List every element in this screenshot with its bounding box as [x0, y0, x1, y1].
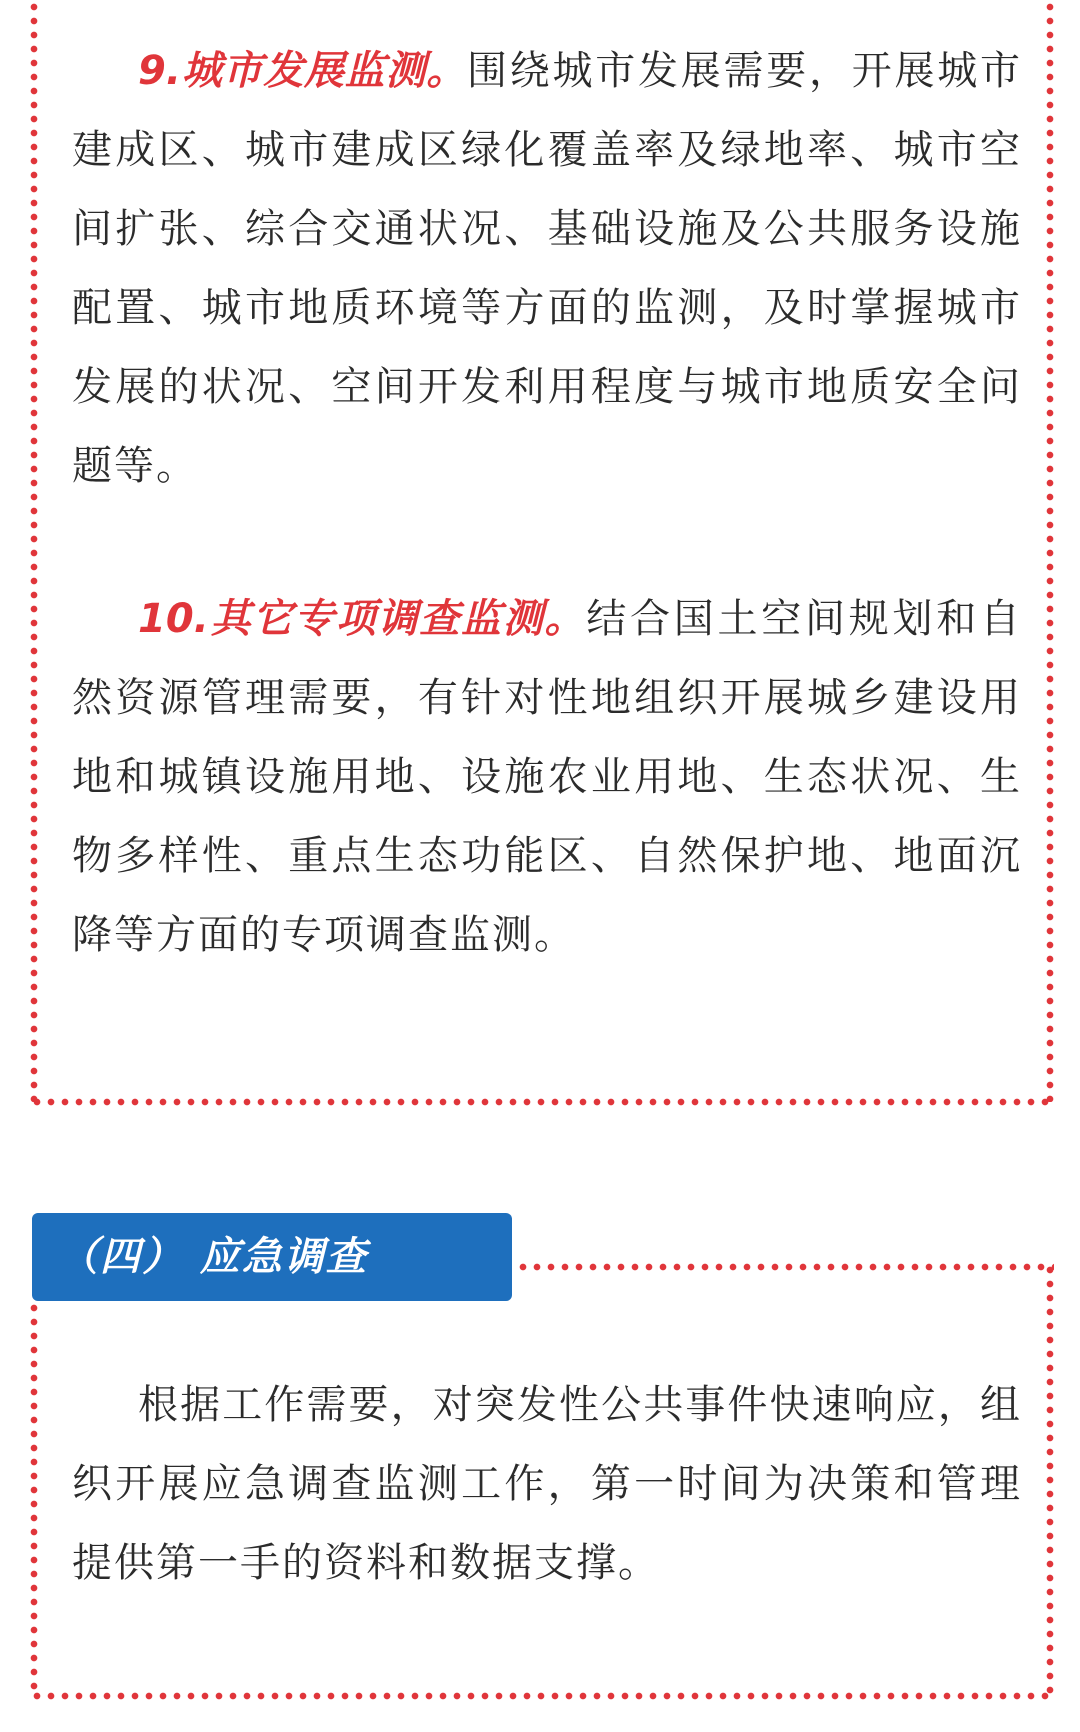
item-urban-development [72, 32, 1022, 506]
item-special-survey-body: 结合国土空间规划和自然资源管理需要，有针对性地组织开展城乡建设用地和城镇设施用地、设施农业用地、生态状况、生物多样性、重点生态功能区、自然保护地、地面沉降等方面的专项调查监测。 [72, 596, 1023, 958]
section-frame-right-border [1046, 1263, 1054, 1696]
section-frame-bottom-border [30, 1692, 1054, 1700]
frame-left-border [30, 0, 38, 1102]
item-special-survey-title: 10.其它专项调查监测。 [138, 596, 587, 642]
item-urban-development-title: 9.城市发展监测。 [138, 48, 468, 94]
frame-bottom-border [30, 1098, 1054, 1106]
section-frame-top-border [516, 1263, 1054, 1271]
section-body-emergency: 根据工作需要，对突发性公共事件快速响应，组织开展应急调查监测工作，第一时间为决策和管理提供第一手的资料和数据支撑。 [72, 1382, 1022, 1586]
item-urban-development-body: 围绕城市发展需要，开展城市建成区、城市建成区绿化覆盖率及绿地率、城市空间扩张、综合交通状况、基础设施及公共服务设施配置、城市地质环境等方面的监测，及时掌握城市发展的状况、空间开发利用程度与城市地质安全问题等。 [72, 48, 1022, 489]
item-special-survey [72, 580, 1022, 975]
frame-right-border [1046, 0, 1054, 1102]
section-frame-left-border [30, 1301, 38, 1696]
section-header-emergency: （四） 应急调查 [32, 1213, 512, 1301]
